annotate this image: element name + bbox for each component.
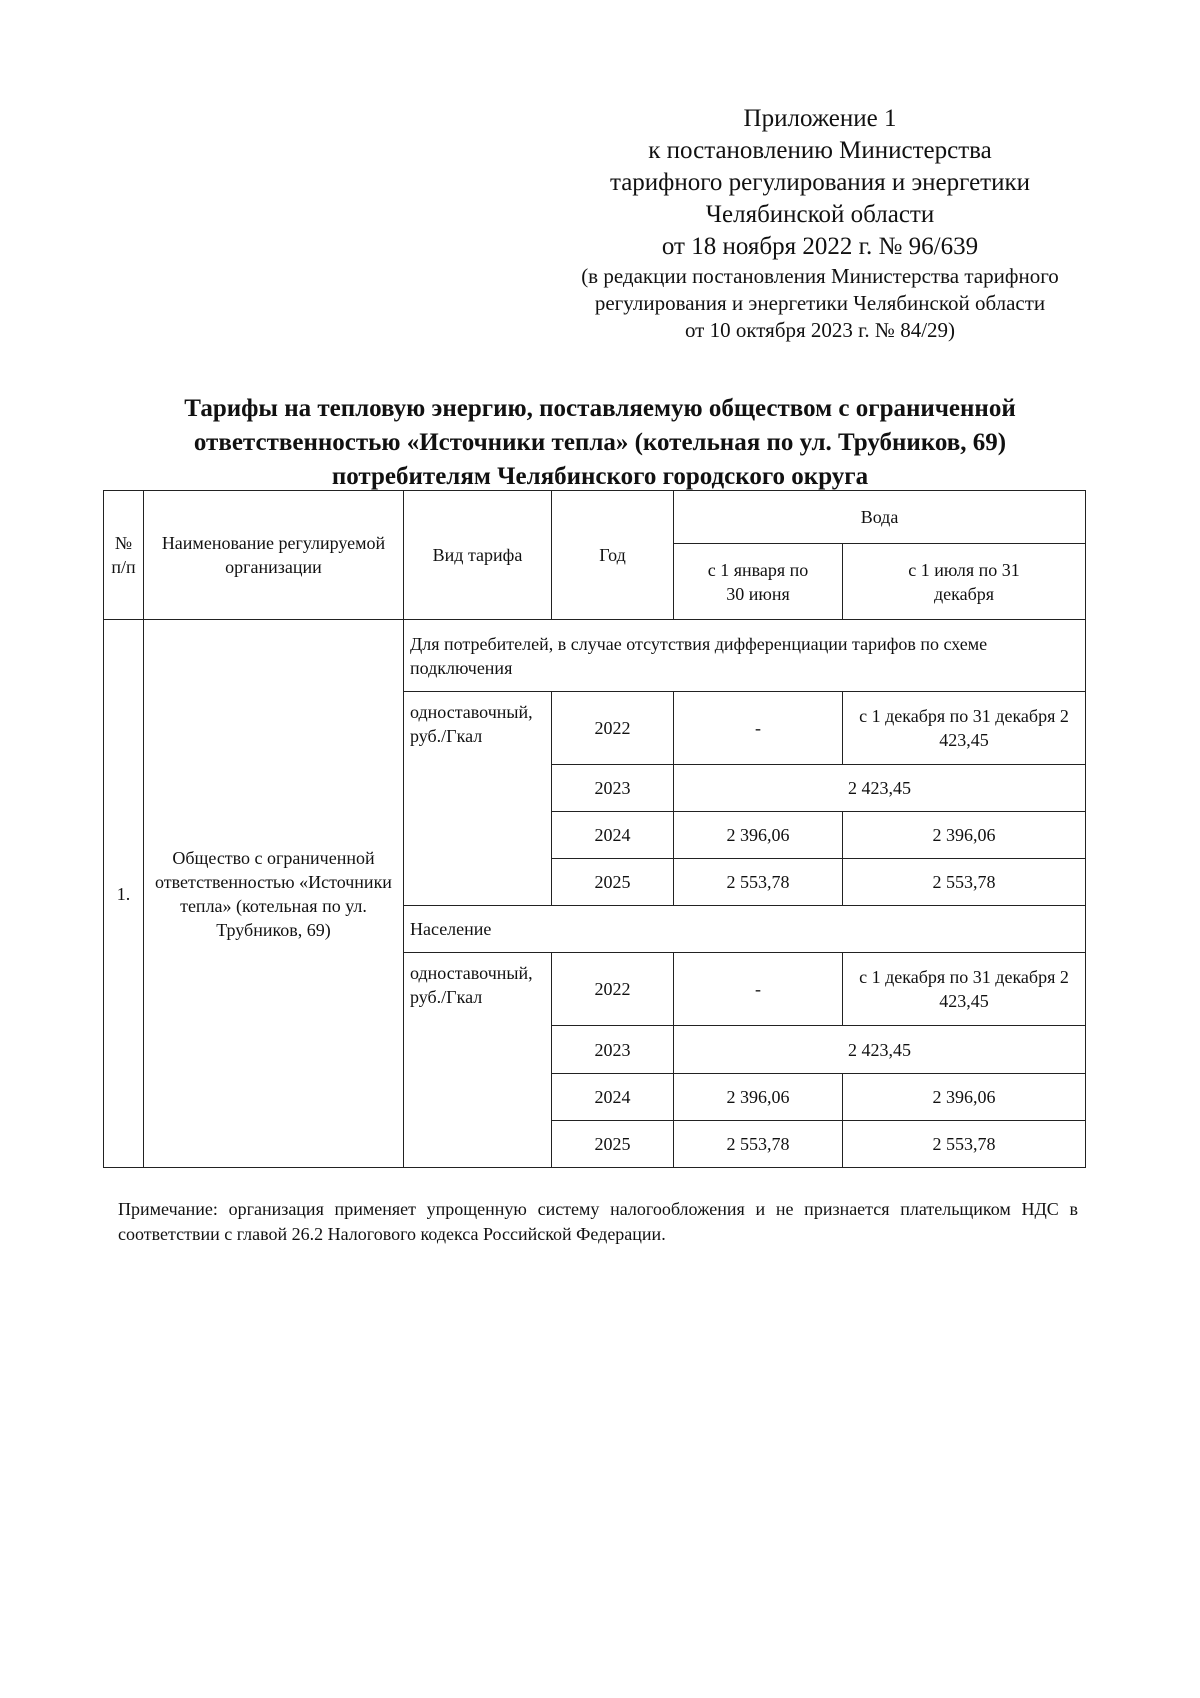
appendix-line: Приложение 1	[743, 105, 897, 132]
year-cell: 2023	[552, 765, 674, 812]
appendix-line: от 18 ноября 2022 г. № 96/639	[661, 233, 979, 260]
group-title: Население	[404, 906, 1086, 953]
appendix-line: Челябинской области	[705, 201, 935, 228]
value-period-1: 2 396,06	[674, 812, 843, 859]
value-both-periods: 2 423,45	[674, 765, 1086, 812]
header-tariff-type: Вид тарифа	[404, 491, 552, 620]
tariff-type: одноставочный, руб./Гкал	[404, 692, 552, 906]
header-water: Вода	[674, 491, 1086, 544]
value-period-2: 2 553,78	[843, 1121, 1086, 1168]
revision-line: от 10 октября 2023 г. № 84/29)	[684, 318, 956, 342]
value-period-1: 2 553,78	[674, 1121, 843, 1168]
header-row	[104, 491, 1086, 544]
value-period-1: -	[674, 692, 843, 765]
title-line: Тарифы на тепловую энергию, поставляемую обществом с ограниченной	[184, 395, 1016, 422]
year-cell: 2025	[552, 859, 674, 906]
value-period-2: 2 396,06	[843, 1074, 1086, 1121]
row-number: 1.	[104, 620, 144, 1168]
tariff-type: одноставочный, руб./Гкал	[404, 953, 552, 1168]
header-period-2: с 1 июля по 31 декабря	[843, 544, 1086, 620]
header-org: Наименование регулируемой организации	[144, 491, 404, 620]
value-period-2: 2 553,78	[843, 859, 1086, 906]
organization-name: Общество с ограниченной ответственностью «Источники тепла» (котельная по ул. Трубников, 69)	[144, 620, 404, 1168]
tariffs-table	[103, 490, 1086, 1168]
appendix-line: тарифного регулирования и энергетики	[609, 169, 1031, 196]
year-cell: 2022	[552, 692, 674, 765]
appendix-line: к постановлению Министерства	[648, 137, 992, 164]
year-cell: 2023	[552, 1026, 674, 1074]
appendix-header	[520, 103, 1120, 344]
year-cell: 2025	[552, 1121, 674, 1168]
header-num: № п/п	[104, 491, 144, 620]
value-both-periods: 2 423,45	[674, 1026, 1086, 1074]
document-title	[100, 392, 1100, 494]
revision-line: регулирования и энергетики Челябинской области	[594, 291, 1046, 315]
value-period-1: -	[674, 953, 843, 1026]
revision-line: (в редакции постановления Министерства тарифного	[581, 264, 1059, 288]
group-title-row	[104, 620, 1086, 692]
year-cell: 2024	[552, 812, 674, 859]
group-title: Для потребителей, в случае отсутствия дифференциации тарифов по схеме подключения	[404, 620, 1086, 692]
value-period-2: 2 396,06	[843, 812, 1086, 859]
value-period-1: 2 396,06	[674, 1074, 843, 1121]
title-line: потребителям Челябинского городского округа	[331, 463, 869, 490]
value-period-1: 2 553,78	[674, 859, 843, 906]
footnote: Примечание: организация применяет упрощенную систему налогообложения и не признается плательщиком НДС в соответствии с главой 26.2 Налогового кодекса Российской Федерации.	[118, 1199, 1078, 1244]
value-period-2: с 1 декабря по 31 декабря 2 423,45	[843, 692, 1086, 765]
year-cell: 2024	[552, 1074, 674, 1121]
title-line: ответственностью «Источники тепла» (котельная по ул. Трубников, 69)	[193, 429, 1007, 456]
header-year: Год	[552, 491, 674, 620]
header-period-1: с 1 января по 30 июня	[674, 544, 843, 620]
value-period-2: с 1 декабря по 31 декабря 2 423,45	[843, 953, 1086, 1026]
year-cell: 2022	[552, 953, 674, 1026]
